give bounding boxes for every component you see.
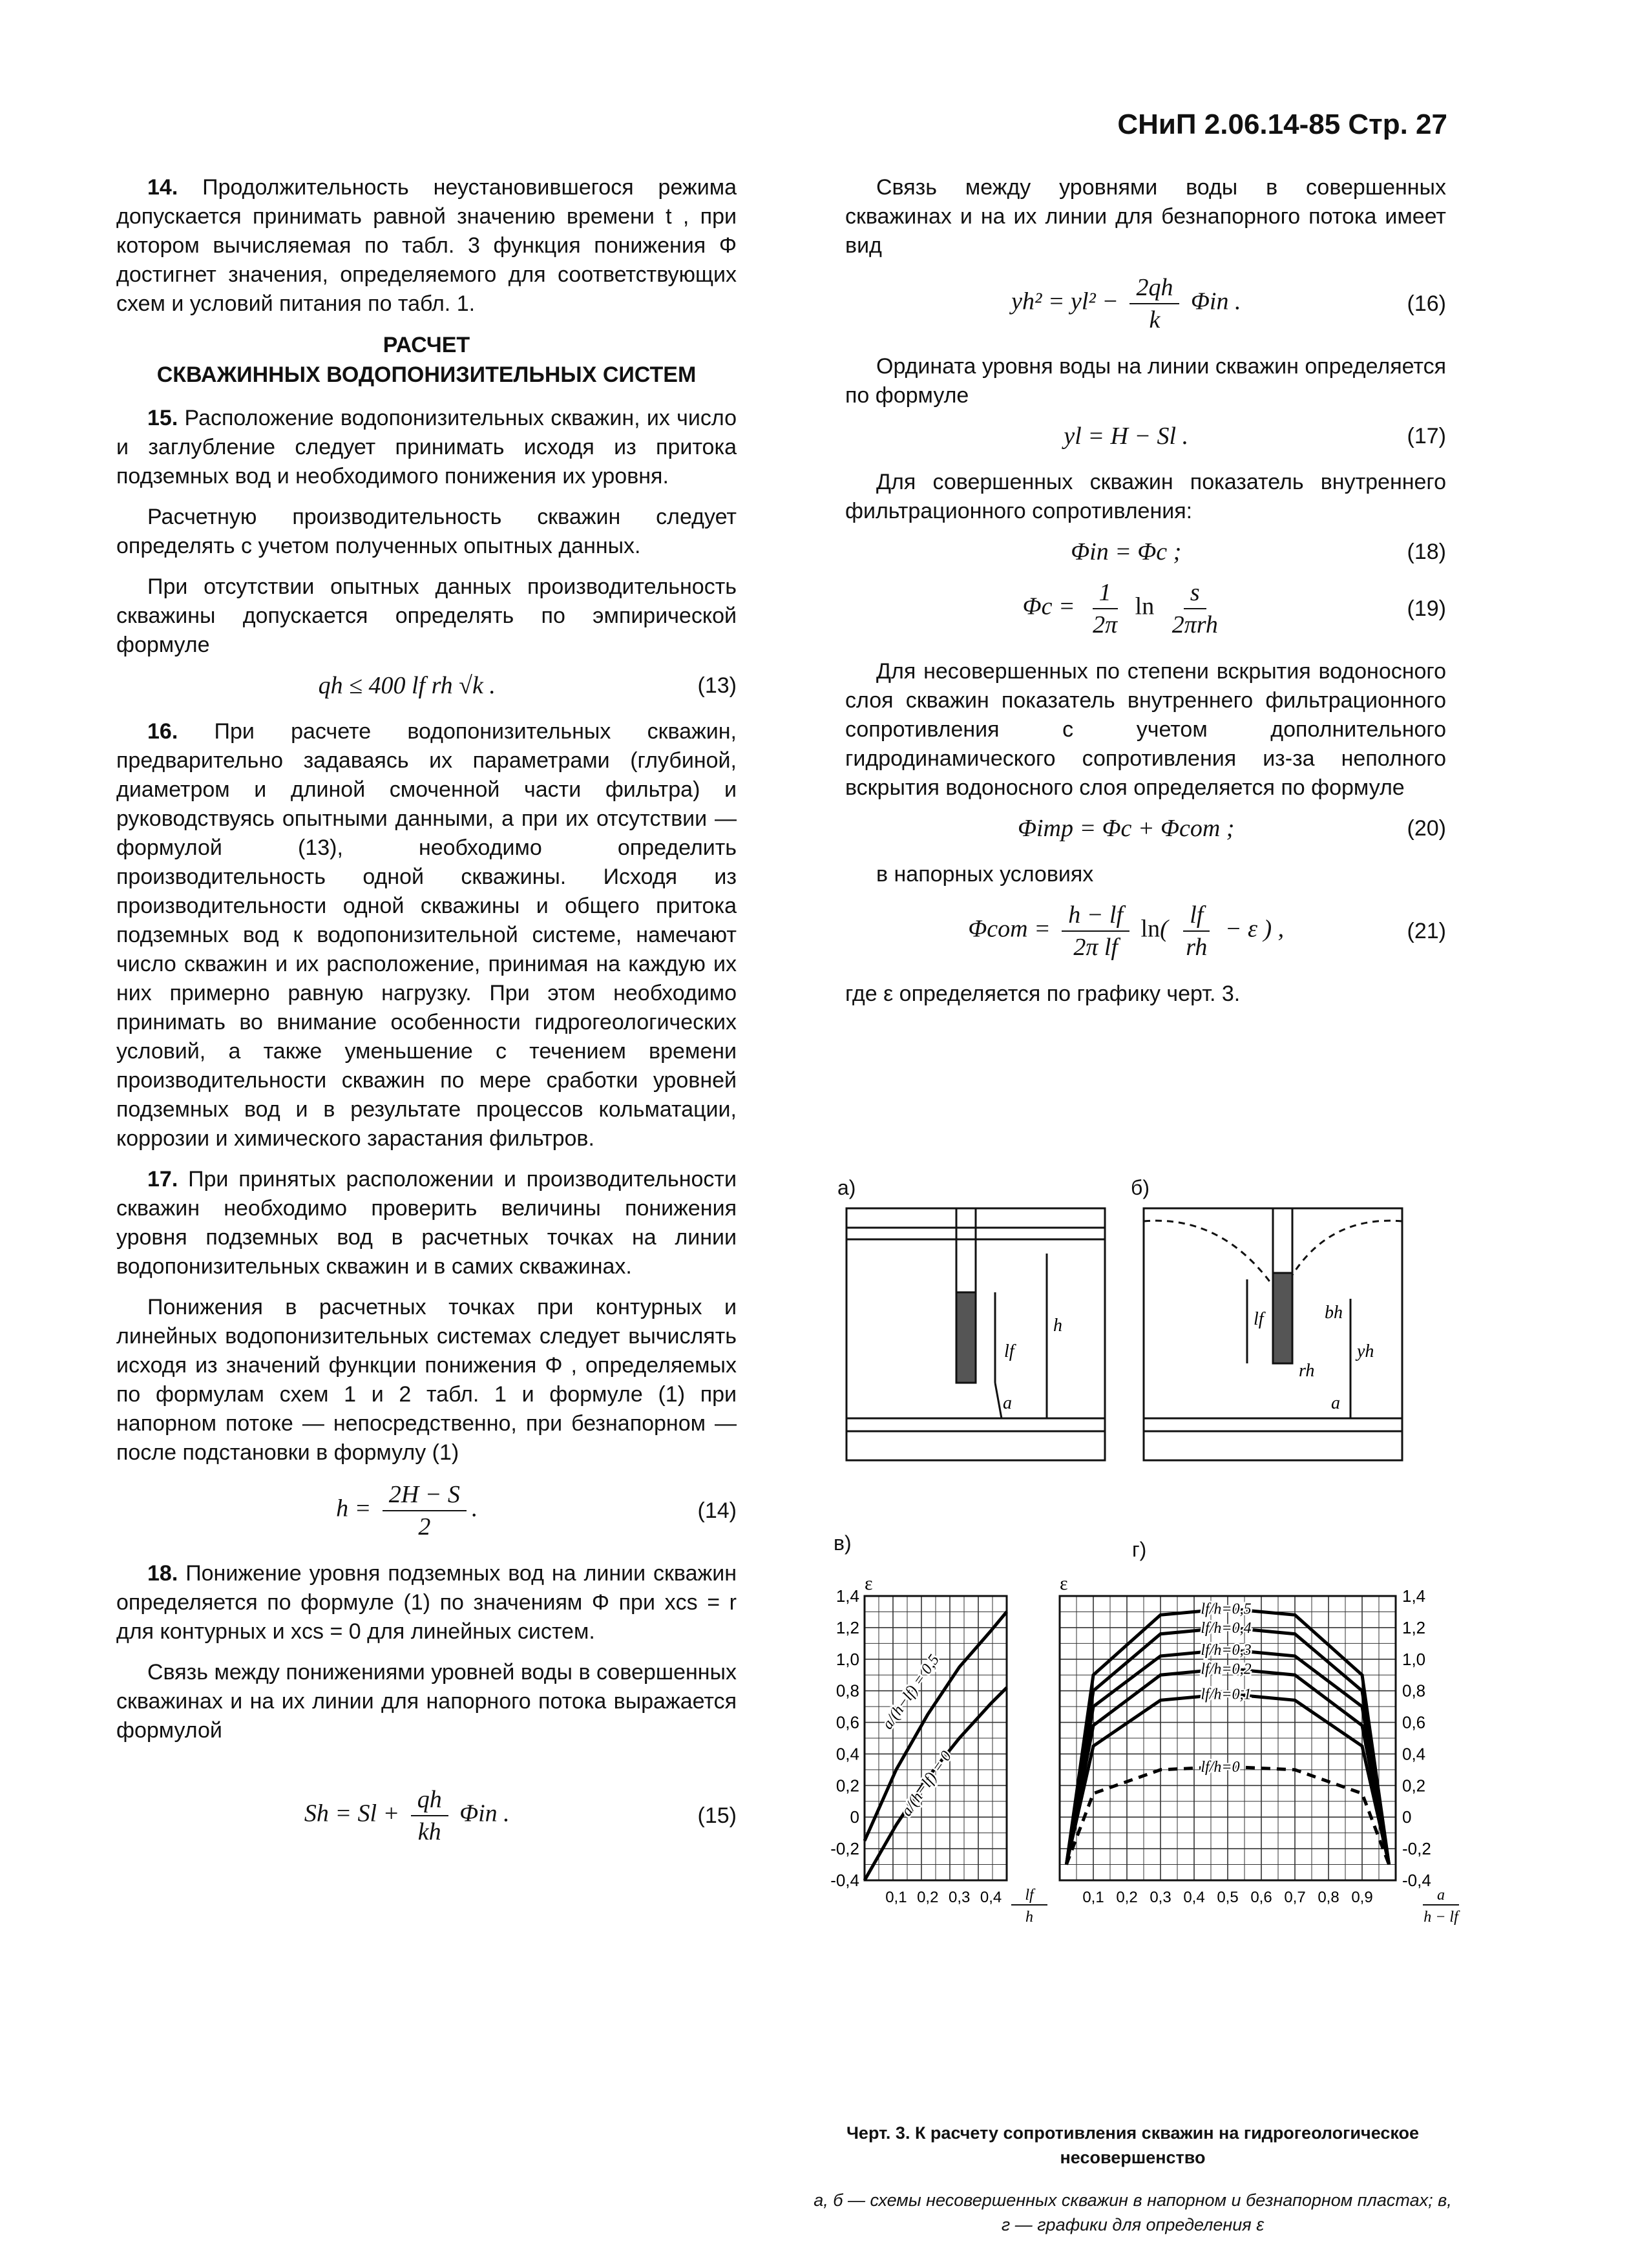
scheme-b-lf-label: lf	[1254, 1309, 1264, 1329]
y-tick-label: 1,4	[835, 1586, 859, 1606]
paragraph-text: При принятых расположении и производительности скважин необходимо проверить величины понижения уровня подземных вод в расчетных точках на линии водопонизительных скважин и в самих скважинах.	[116, 1167, 737, 1279]
formula-number: (16)	[1407, 291, 1446, 316]
fraction	[1166, 577, 1224, 640]
paragraph-17b: Понижения в расчетных точках при контурных и линейных водопонизительных системах следует вычислять исходя из значений функции понижения Φ , определяемых по формулам схем 1 и 2 табл. 1 и формуле (1) при напорном потоке — непосредственно, при безнапорном — после подстановки в формулу (1)	[116, 1295, 737, 1465]
item-number: 15.	[147, 406, 178, 430]
y-tick-label: 0,4	[1402, 1744, 1426, 1764]
figure-label-g: г)	[1132, 1538, 1147, 1561]
formula-body: yl = H − Sl .	[1064, 423, 1189, 450]
formula-13	[116, 671, 737, 700]
formula-17	[845, 422, 1446, 451]
scheme-b-yh-label: yh	[1357, 1341, 1374, 1361]
figure-label-a: а)	[837, 1176, 856, 1199]
paragraph-18	[116, 1559, 737, 1646]
numerator: 2H − S	[383, 1479, 467, 1511]
section-title-line-1: РАСЧЕТ	[383, 333, 470, 357]
paragraph-text: Расположение водопонизительных скважин, их число и заглубление следует принимать исходя из притока подземных вод и необходимого понижения их уровня.	[116, 406, 737, 488]
formula-body: h = $\frac{2H - S}{2}$ .	[116, 1479, 698, 1542]
y-axis-label: ε	[865, 1573, 873, 1594]
y-tick-label: 0,8	[1402, 1681, 1426, 1701]
formula-19	[845, 577, 1446, 640]
paragraph-r3: Для совершенных скважин показатель внутреннего фильтрационного сопротивления:	[845, 470, 1446, 523]
formula-16	[845, 272, 1446, 335]
y-tick-label: -0,4	[830, 1871, 859, 1890]
x-axis-label-top: lf	[1025, 1887, 1034, 1904]
formula-body	[845, 577, 1407, 640]
right-column	[845, 173, 1446, 1020]
denominator: kh	[417, 1818, 441, 1845]
scheme-b-rh-label: rh	[1299, 1361, 1315, 1381]
section-title-line-2: СКВАЖИННЫХ ВОДОПОНИЗИТЕЛЬНЫХ СИСТЕМ	[156, 362, 697, 387]
x-tick-label: 0,4	[980, 1889, 1002, 1906]
left-column	[116, 173, 737, 1864]
formula-number: (13)	[697, 673, 737, 698]
numerator: 1	[1093, 577, 1118, 609]
x-tick-label: 0,5	[1217, 1889, 1239, 1906]
formula-number: (14)	[697, 1498, 737, 1523]
scheme-a	[846, 1208, 1105, 1460]
y-tick-label: 0,2	[1402, 1776, 1426, 1796]
fraction	[383, 1479, 467, 1542]
paragraph-15c: При отсутствии опытных данных производительность скважины допускается определять по эмпирической формуле	[116, 574, 737, 657]
x-axis-label-top: a	[1437, 1887, 1445, 1904]
formula-number: (18)	[1407, 540, 1446, 564]
well-schemes	[834, 1202, 1467, 1473]
formula-lhs: Sh = Sl +	[304, 1800, 400, 1827]
item-number: 18.	[147, 1561, 178, 1586]
denominator: 2π lf	[1073, 934, 1118, 961]
formula-20	[845, 814, 1446, 843]
numerator: s	[1184, 577, 1206, 609]
y-tick-label: 1,4	[1402, 1586, 1426, 1606]
y-tick-label: 1,0	[1402, 1649, 1426, 1669]
numerator: lf	[1183, 899, 1210, 932]
paragraph-r6: где ε определяется по графику черт. 3.	[845, 982, 1241, 1006]
formula-number: (21)	[1407, 918, 1446, 943]
x-tick-label: 0,1	[1082, 1889, 1104, 1906]
fraction	[1062, 899, 1129, 963]
fraction	[1129, 272, 1179, 335]
scheme-b-a-label: a	[1331, 1393, 1340, 1413]
paragraph-17	[116, 1165, 737, 1281]
paragraph-text: Продолжительность неустановившегося режима допускается принимать равной значению времени t , при котором вычисляемая по табл. 3 функция понижения Φ достигнет значения, определяемого для соответствующих схем и условий питания по табл. 1.	[116, 175, 737, 316]
item-number: 16.	[147, 719, 178, 744]
paragraph-r5: в напорных условиях	[876, 862, 1094, 887]
ln-operator: ln	[1140, 915, 1161, 943]
x-tick-label: 0,1	[885, 1889, 907, 1906]
figure-label-v: в)	[834, 1531, 852, 1555]
formula-body: Φimp = Φc + Φcom ;	[1018, 815, 1235, 842]
formula-18	[845, 538, 1446, 567]
paragraph-16	[116, 717, 737, 1153]
chart-v	[813, 1551, 1058, 1971]
figure-label-b: б)	[1131, 1176, 1150, 1199]
numerator: 2qh	[1129, 272, 1179, 304]
item-number: 14.	[147, 175, 178, 200]
fraction	[411, 1784, 448, 1847]
figure-caption: Черт. 3. К расчету сопротивления скважин на гидрогеологическое несовершенство	[846, 2123, 1420, 2167]
formula-number: (17)	[1407, 424, 1446, 448]
y-tick-label: -0,2	[830, 1839, 859, 1859]
numerator: h − lf	[1062, 899, 1129, 932]
series-label: lf/h=0,4	[1201, 1619, 1252, 1637]
x-tick-label: 0,6	[1250, 1889, 1272, 1906]
paragraph-r4: Для несовершенных по степени вскрытия водоносного слоя скважин показатель внутреннего фильтрационного сопротивления с учетом дополнительного гидродинамического сопротивления из-за неполного вскрытия водоносного слоя определяется по формуле	[845, 659, 1446, 800]
y-axis-label: ε	[1060, 1573, 1068, 1594]
scheme-a-a-label: a	[1003, 1393, 1012, 1413]
formula-rhs: Φin .	[459, 1800, 510, 1827]
y-tick-label: 0,6	[1402, 1712, 1426, 1732]
denominator: 2	[418, 1513, 431, 1540]
series-label: a/(h−lf) = 0,5	[879, 1652, 943, 1733]
denominator: 2πrh	[1171, 611, 1218, 638]
scheme-a-h-label: h	[1053, 1316, 1062, 1336]
x-tick-label: 0,3	[1150, 1889, 1171, 1906]
y-tick-label: 0,6	[835, 1712, 859, 1732]
x-axis-label-bottom: h − lf	[1423, 1909, 1458, 1926]
scheme-a-lf-label: lf	[1004, 1341, 1014, 1361]
section-title	[116, 330, 737, 390]
paragraph-15	[116, 404, 737, 491]
series-label: a/(h−lf) = 0	[898, 1748, 956, 1820]
formula-15	[116, 1784, 737, 1847]
formula-body: qh ≤ 400 lf rh √k .	[318, 672, 496, 699]
y-tick-label: 0,8	[835, 1681, 859, 1701]
series-label: lf/h=0,1	[1201, 1686, 1252, 1703]
y-tick-label: 0	[1402, 1807, 1412, 1827]
paragraph-14	[116, 173, 737, 319]
formula-14	[116, 1479, 737, 1542]
formula-lhs: Φc =	[1022, 593, 1075, 620]
scheme-b	[1144, 1208, 1402, 1460]
formula-21	[845, 899, 1446, 963]
item-number: 17.	[147, 1167, 178, 1192]
formula-body	[116, 1784, 698, 1847]
paragraph-r2: Ордината уровня воды на линии скважин определяется по формуле	[845, 354, 1446, 408]
paragraph-15b: Расчетную производительность скважин следует определять с учетом полученных опытных данных.	[116, 505, 737, 558]
series-label: lf/h=0,2	[1201, 1661, 1252, 1678]
series-label: lf/h=0,5	[1201, 1601, 1252, 1618]
y-tick-label: 0,4	[835, 1744, 859, 1764]
formula-body: Φin = Φc ;	[1071, 538, 1182, 565]
ln-operator: ln	[1135, 593, 1155, 620]
y-tick-label: -0,2	[1402, 1839, 1431, 1859]
formula-rhs: Φin .	[1190, 288, 1241, 315]
x-tick-label: 0,7	[1284, 1889, 1306, 1906]
numerator: qh	[411, 1784, 448, 1816]
chart-g	[1053, 1551, 1473, 1971]
x-tick-label: 0,3	[948, 1889, 971, 1906]
y-tick-label: 0,2	[835, 1776, 859, 1796]
denominator: k	[1149, 306, 1161, 333]
y-tick-label: -0,4	[1402, 1871, 1431, 1890]
formula-body	[845, 272, 1407, 335]
formula-number: (19)	[1407, 596, 1446, 621]
x-tick-label: 0,8	[1318, 1889, 1339, 1906]
formula-number: (15)	[697, 1803, 737, 1828]
x-tick-label: 0,4	[1183, 1889, 1205, 1906]
figure-caption-legend: а, б — схемы несовершенных скважин в напорном и безнапорном пластах; в, г — графики для определения ε	[814, 2190, 1452, 2234]
x-axis-label-bottom: h	[1025, 1909, 1033, 1926]
scheme-b-bh-label: bh	[1325, 1303, 1343, 1323]
x-tick-label: 0,2	[917, 1889, 939, 1906]
series-label: lf/h=0	[1201, 1759, 1240, 1776]
fraction	[1086, 577, 1124, 640]
paragraph-text: Понижение уровня подземных вод на линии скважин определяется по формуле (1) по значениям Φ при xcs = r для контурных и xcs = 0 для линейных систем.	[116, 1561, 737, 1644]
series-label: lf/h=0,3	[1201, 1642, 1252, 1659]
formula-lhs: h =	[336, 1495, 372, 1522]
formula-lhs: Φcom =	[968, 915, 1051, 943]
fraction	[1179, 899, 1213, 963]
paragraph-18b: Связь между понижениями уровней воды в совершенных скважинах и на их линии для напорного потока выражается формулой	[116, 1660, 737, 1743]
denominator: rh	[1186, 934, 1208, 961]
y-tick-label: 1,0	[835, 1649, 859, 1669]
formula-tail: − ε ) ,	[1224, 915, 1285, 943]
paragraph-text: При расчете водопонизительных скважин, предварительно задаваясь их параметрами (глубиной, диаметром и длиной смоченной части фильтра) и руководствуясь опытными данными, а при их отсутствии — формулой (13), необходимо определить производительность одной скважины. Исходя из производительности одной скважины и общего притока подземных вод к водопонизительной системе, намечают число скважин и их расположение, принимая на каждую их них примерно равную нагрузку. При этом необходимо принимать во внимание особенности гидрогеологических условий, а также уменьшение с течением времени производительности скважин по мере сработки уровней подземных вод и в результате процессов кольматации, коррозии и химического зарастания фильтров.	[116, 719, 737, 1151]
paragraph-r1: Связь между уровнями воды в совершенных скважинах и на их линии для безнапорного потока имеет вид	[845, 175, 1446, 258]
x-tick-label: 0,9	[1351, 1889, 1373, 1906]
y-tick-label: 1,2	[835, 1617, 859, 1637]
formula-number: (20)	[1407, 816, 1446, 841]
page-header: СНиП 2.06.14-85 Стр. 27	[1117, 109, 1447, 140]
formula-body: Φcom = $\frac{h - lf}{\text{2π lf}}$ ln( $\frac{lf}{rh}$ − ε ) ,	[845, 899, 1407, 963]
y-tick-label: 0	[850, 1807, 859, 1827]
y-tick-label: 1,2	[1402, 1617, 1426, 1637]
denominator: 2π	[1093, 611, 1118, 638]
x-tick-label: 0,2	[1116, 1889, 1138, 1906]
formula-lhs: yh² = yl² −	[1011, 288, 1119, 315]
